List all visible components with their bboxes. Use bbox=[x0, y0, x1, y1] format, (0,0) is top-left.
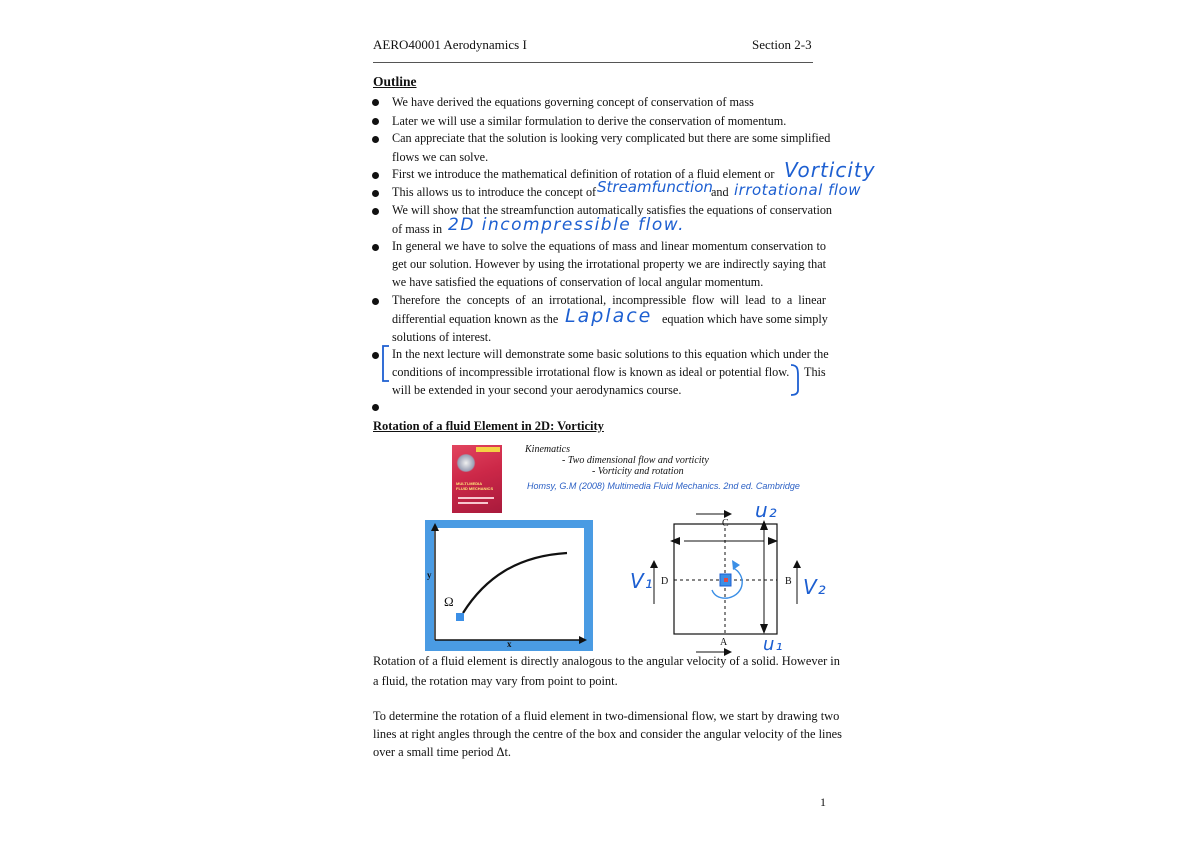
paragraph-2-line-3: over a small time period Δt. bbox=[373, 745, 512, 759]
trajectory-curve bbox=[463, 553, 567, 613]
handwritten-v2: V₂ bbox=[803, 575, 827, 599]
bullet-6-line-1: We will show that the streamfunction automatically satisfies the equations of conservation bbox=[392, 203, 833, 217]
paragraph-2-line-1: To determine the rotation of a fluid element in two-dimensional flow, we start by drawing two bbox=[373, 709, 840, 723]
section-heading: Rotation of a fluid Element in 2D: Vorticity bbox=[373, 419, 604, 433]
x-axis-label: x bbox=[507, 639, 512, 649]
label-a: A bbox=[720, 637, 728, 648]
rotation-figure bbox=[425, 520, 593, 651]
bullet-8-line-1: Therefore the concepts of an irrotational, incompressible flow will lead to a linear bbox=[392, 293, 826, 307]
bullet-7-line-2: get our solution. However by using the irrotational property we are indirectly saying that bbox=[392, 257, 826, 271]
label-d: D bbox=[661, 576, 669, 587]
handwritten-streamfunction: Streamfunction bbox=[597, 178, 713, 196]
bullet-dot bbox=[372, 190, 379, 197]
y-axis-arrow bbox=[431, 523, 439, 531]
handwritten-close-bracket bbox=[789, 362, 803, 396]
bullet-8-line-3: solutions of interest. bbox=[392, 330, 492, 344]
handwritten-v1: V₁ bbox=[630, 569, 654, 593]
bullet-9-line-1: In the next lecture will demonstrate some basic solutions to this equation which under the bbox=[392, 347, 829, 361]
bullet-9-line-2a: conditions of incompressible irrotational flow is known as ideal or potential flow. bbox=[392, 365, 790, 379]
bullet-2-text: Later we will use a similar formulation to derive the conservation of momentum. bbox=[392, 114, 787, 128]
handwritten-irrotational-flow: irrotational flow bbox=[734, 181, 862, 199]
bullet-dot bbox=[372, 118, 379, 125]
bullet-dot bbox=[372, 99, 379, 106]
book-cover-title: MULTI-MEDIA FLUID MECHANICS bbox=[456, 481, 494, 491]
kinematics-title: Kinematics bbox=[525, 444, 570, 455]
kinematics-item-2: - Vorticity and rotation bbox=[592, 466, 684, 477]
bullet-dot bbox=[372, 298, 379, 305]
handwritten-open-bracket bbox=[380, 344, 392, 384]
paragraph-2-line-2: lines at right angles through the centre of the box and consider the angular velocity of the lines bbox=[373, 727, 842, 741]
bullet-1-text: We have derived the equations governing concept of conservation of mass bbox=[392, 95, 754, 109]
handwritten-vorticity: Vorticity bbox=[784, 158, 876, 182]
bullet-6-line-2: of mass in bbox=[392, 222, 443, 236]
label-b: B bbox=[785, 576, 792, 587]
header-section: Section 2-3 bbox=[752, 37, 812, 52]
bullet-dot bbox=[372, 244, 379, 251]
fluid-element-square bbox=[456, 613, 464, 621]
handwritten-u2: u₂ bbox=[755, 498, 778, 522]
handwritten-2d-incompressible-flow: 2D incompressible flow. bbox=[448, 215, 685, 235]
bullet-dot bbox=[372, 172, 379, 179]
handwritten-u1: u₁ bbox=[763, 634, 784, 655]
bullet-9-line-3: will be extended in your second your aerodynamics course. bbox=[392, 383, 682, 397]
paragraph-1-line-2: a fluid, the rotation may vary from point to point. bbox=[373, 674, 618, 688]
kinematics-item-1: - Two dimensional flow and vorticity bbox=[562, 455, 709, 466]
bullet-dot bbox=[372, 352, 379, 359]
paragraph-1-line-1: Rotation of a fluid element is directly analogous to the angular velocity of a solid. However in bbox=[373, 654, 840, 668]
bullet-9-line-2b: This bbox=[804, 365, 826, 379]
header-rule bbox=[373, 62, 813, 63]
bullet-dot bbox=[372, 404, 379, 411]
y-axis-label: y bbox=[427, 570, 432, 580]
header-title: AERO40001 Aerodynamics I bbox=[373, 37, 527, 52]
bullet-3-line-1: Can appreciate that the solution is looking very complicated but there are some simplified bbox=[392, 131, 831, 145]
bullet-8-line-2a: differential equation known as the bbox=[392, 312, 559, 326]
label-c: C bbox=[722, 518, 729, 529]
bullet-5-text-and: and bbox=[711, 185, 729, 199]
x-axis-arrow bbox=[579, 636, 587, 644]
omega-label: Ω bbox=[444, 594, 454, 609]
bullet-dot bbox=[372, 136, 379, 143]
book-cover-image bbox=[452, 445, 502, 513]
handwritten-laplace: Laplace bbox=[565, 305, 653, 327]
bullet-7-line-1: In general we have to solve the equations of mass and linear momentum conservation to bbox=[392, 239, 826, 253]
reference-citation: Homsy, G.M (2008) Multimedia Fluid Mechanics. 2nd ed. Cambridge bbox=[527, 481, 800, 491]
bullet-8-line-2b: equation which have some simply bbox=[662, 312, 828, 326]
page-number: 1 bbox=[820, 795, 826, 809]
bullet-dot bbox=[372, 208, 379, 215]
bullet-7-line-3: we have satisfied the equations of conservation of local angular momentum. bbox=[392, 275, 764, 289]
bullet-3-line-2: flows we can solve. bbox=[392, 150, 489, 164]
bullet-5-text-a: This allows us to introduce the concept of bbox=[392, 185, 597, 199]
outline-heading: Outline bbox=[373, 74, 417, 89]
bullet-4-text: First we introduce the mathematical definition of rotation of a fluid element or bbox=[392, 167, 775, 181]
